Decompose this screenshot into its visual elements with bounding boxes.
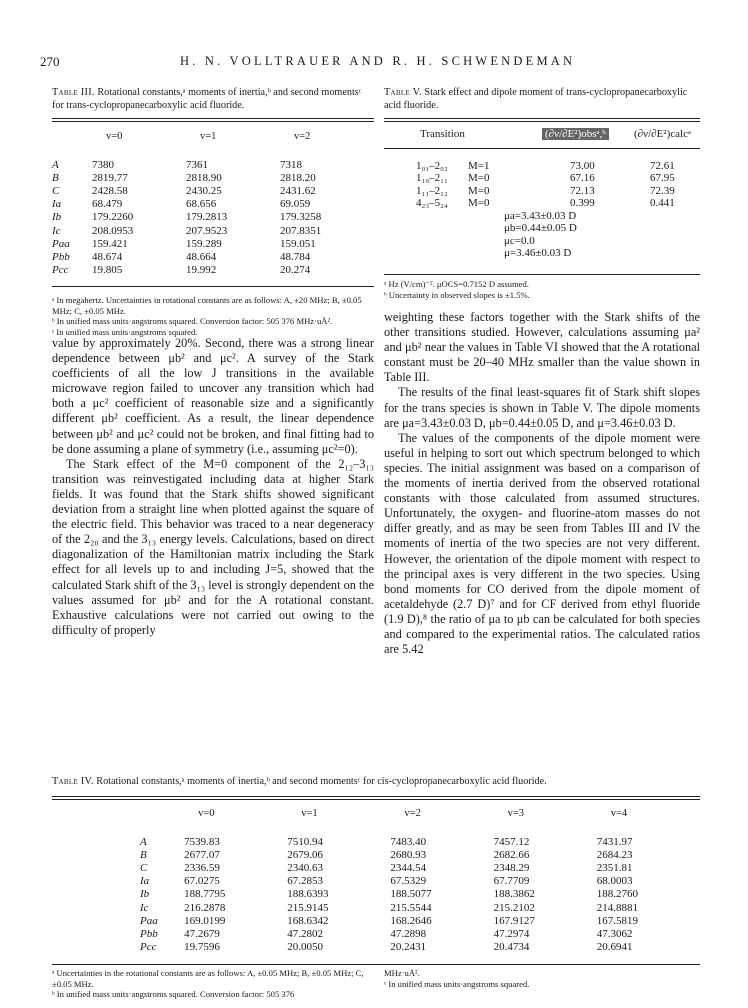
table3-header-spacer bbox=[52, 146, 374, 158]
table4-cell: 20.6941 bbox=[596, 941, 633, 954]
table4-cell: 2344.54 bbox=[390, 861, 427, 874]
table5-body bbox=[384, 160, 700, 270]
table3-spacer-cell bbox=[52, 146, 374, 158]
table3-row-label: Pcc bbox=[52, 264, 69, 277]
table4-grid bbox=[140, 803, 700, 954]
table4-cell: 167.5819 bbox=[596, 914, 639, 927]
table4-caption-text: Rotational constants,ᵃ moments of inertia,ᵇ and second momentsᶜ for cis-cyclopropanecarboxylic acid fluoride. bbox=[96, 776, 547, 787]
table4-cell: 7457.12 bbox=[493, 835, 530, 848]
table3-cell: 7361 bbox=[186, 158, 208, 171]
right-body-paragraph: The values of the components of the dipole moment were useful in helping to sort out which spectrum belonged to which species. The initial assignment was based on a comparison of the moments of inertia derived from the observed rotational constants with those calculated from assumed structures. Unfortunately, the oxygen- and fluorine-atom masses do not differ greatly, and as may be seen from Tables III and IV the moments of inertia of the two species are not very different. However, the orientation of the dipole moment with respect to the principal axes is very different in the two species. Using bond moments for CO derived from the dipole moment of acetaldehyde (2.7 D)⁷ and for CF derived from ethyl fluoride (1.9 D),⁸ the ratio of μa to μb can be calculated for both species and compared to the experimental ratios. The calculated ratios are 5.42 bbox=[384, 430, 700, 657]
table4-row bbox=[140, 941, 700, 954]
table4-cell: 67.5329 bbox=[390, 875, 427, 888]
table4-row bbox=[140, 848, 700, 861]
table4-cell: 67.2853 bbox=[287, 875, 323, 888]
table5-obs-value: 73.00 bbox=[570, 160, 595, 172]
table4-cell: 47.2802 bbox=[287, 927, 323, 940]
table3-footnote: ᶜ In unified mass units·angstroms squared. bbox=[52, 326, 198, 337]
table4-row bbox=[140, 914, 700, 927]
table4-footnote: ᵃ Uncertainties in the rotational constants are as follows: A, ±0.05 MHz; B, ±0.05 MHz; C, ±0.05 MHz. bbox=[52, 968, 364, 989]
table4-cell: 7431.97 bbox=[596, 835, 633, 848]
table5-obs-value: 67.16 bbox=[570, 172, 595, 185]
table4-cell: 47.3062 bbox=[596, 927, 633, 940]
table4-cell: 2680.93 bbox=[390, 848, 427, 861]
table4-cell: 2679.06 bbox=[287, 848, 323, 861]
table4-cell: 67.7709 bbox=[493, 875, 530, 888]
table5-top-rule bbox=[384, 118, 700, 122]
table4-cell: 188.5077 bbox=[390, 888, 432, 901]
table4-cell: 2340.63 bbox=[287, 861, 323, 874]
table4-cell: 2351.81 bbox=[596, 861, 633, 874]
table3-row-label: B bbox=[52, 171, 59, 184]
table4-cell: 215.2102 bbox=[493, 901, 535, 914]
table4-row bbox=[140, 875, 700, 888]
table4-cell: 2677.07 bbox=[184, 848, 220, 861]
table3-cell: 2431.62 bbox=[280, 184, 316, 197]
table3-cell: 179.3258 bbox=[280, 211, 322, 224]
table3-caption bbox=[52, 87, 374, 112]
table5-dipole: μb=0.44±0.05 D bbox=[504, 222, 577, 235]
table4-row-label: Ic bbox=[140, 901, 149, 914]
table4-cell: 169.0199 bbox=[184, 914, 226, 927]
table3-cell: 7380 bbox=[92, 158, 114, 171]
page-number: 270 bbox=[40, 54, 60, 69]
table4-cell: 20.4734 bbox=[493, 941, 530, 954]
table3 bbox=[52, 126, 374, 277]
table3-row bbox=[52, 211, 374, 224]
table3-top-rule bbox=[52, 118, 374, 122]
table5-col-obs: (∂ν/∂E²)obsᵃ,ᵇ bbox=[542, 128, 609, 140]
table5-m-value: M=0 bbox=[468, 172, 490, 185]
table3-row bbox=[52, 264, 374, 277]
table3-cell: 68.656 bbox=[186, 198, 217, 211]
table3-row bbox=[52, 198, 374, 211]
table4-cell: 216.2878 bbox=[184, 901, 226, 914]
table3-cell: 179.2813 bbox=[186, 211, 228, 224]
table3-grid bbox=[52, 126, 374, 277]
table4-row-label: Ib bbox=[140, 888, 150, 901]
table3-cell: 2818.90 bbox=[186, 171, 222, 184]
table5-header-rule bbox=[384, 148, 700, 149]
table4-header-row bbox=[140, 803, 700, 823]
table3-row bbox=[52, 184, 374, 197]
table3-cell: 48.784 bbox=[280, 250, 311, 263]
table3-cell: 19.992 bbox=[186, 264, 217, 277]
table5-transition: 1₁₀–2₁₁ bbox=[416, 172, 448, 185]
left-body-paragraph: value by approximately 20%. Second, there was a strong linear dependence between μb² and μc². A survey of the Stark coefficients of all the low J transitions in the available microwave region failed to uncover any transition which had both a μc² coefficient of reasonable size and a significantly different μb² coefficient. As a result, the linear dependence between μb² and μc² could not be broken, and final fitting had to be done assuming a plane of symmetry (i.e., assuming μc²=0). bbox=[52, 336, 374, 456]
table3-caption-label: Table III. bbox=[52, 87, 95, 98]
table3-row-label: Ic bbox=[52, 224, 61, 237]
table5-col-transition: Transition bbox=[420, 128, 465, 140]
page-header bbox=[40, 54, 710, 70]
table4-row-label: Pbb bbox=[140, 927, 158, 940]
table5-footnote: ᵇ Uncertainty in observed slopes is ±1.5%. bbox=[384, 289, 530, 300]
table4-bottom-rule bbox=[52, 964, 700, 965]
left-column-text bbox=[52, 336, 374, 638]
table3-col-header: v=2 bbox=[294, 130, 311, 142]
table4-col-header: v=1 bbox=[301, 807, 318, 819]
table4-col-header: v=0 bbox=[198, 807, 215, 819]
table4-spacer-cell bbox=[140, 823, 700, 835]
table4-cell: 2684.23 bbox=[596, 848, 633, 861]
table5-transition: 1₁₁–2₁₂ bbox=[416, 184, 448, 197]
table3-row bbox=[52, 171, 374, 184]
table4-cell: 2336.59 bbox=[184, 861, 220, 874]
table3-cell: 68.479 bbox=[92, 198, 123, 211]
table4-cell: 188.3862 bbox=[493, 888, 535, 901]
table3-footnotes bbox=[52, 295, 374, 337]
table4-row-label: Pcc bbox=[140, 941, 157, 954]
table4-row bbox=[140, 835, 700, 848]
table3-cell: 48.674 bbox=[92, 250, 123, 263]
table4-col-header: v=3 bbox=[507, 807, 525, 819]
table4-cell: 47.2974 bbox=[493, 927, 530, 940]
table4-corner bbox=[140, 803, 184, 823]
table3-row bbox=[52, 237, 374, 250]
table5-dipole: μa=3.43±0.03 D bbox=[504, 210, 577, 222]
table3-footnote: ᵃ In megahertz. Uncertainties in rotational constants are as follows: A, ±20 MHz; B, ±0.05 MHz; C, ±0.05 MHz. bbox=[52, 295, 362, 316]
right-body-paragraph: The results of the final least-squares fit of Stark shift slopes for the trans species is shown in Table V. The dipole moments are μa=3.43±0.03 D, μb=0.44±0.05 D, and μ=3.46±0.03 D. bbox=[384, 385, 700, 430]
table4-row-label: Ia bbox=[140, 875, 150, 888]
table4-cell: 168.6342 bbox=[287, 914, 329, 927]
table4-footnote: ᵇ In unified mass units·angstroms squared. Conversion factor: 505 376 bbox=[52, 989, 295, 999]
table5-calc-value: 72.39 bbox=[650, 184, 675, 197]
table5-obs-value: 72.13 bbox=[570, 184, 595, 197]
table4-footnotes-right bbox=[384, 968, 700, 989]
table4-top-rule bbox=[52, 796, 700, 800]
table4-col-header: v=4 bbox=[610, 807, 628, 819]
table3-cell: 208.0953 bbox=[92, 224, 134, 237]
table5-transition: 1₀₁–2₀₂ bbox=[416, 160, 448, 172]
table3-cell: 207.8351 bbox=[280, 224, 322, 237]
table4-caption bbox=[52, 776, 700, 789]
right-column-text bbox=[384, 310, 700, 657]
table4-cell: 7539.83 bbox=[184, 835, 220, 848]
table3-row bbox=[52, 158, 374, 171]
table5-transition: 4₂₃–5₂₄ bbox=[416, 197, 448, 210]
table4-cell: 215.5544 bbox=[390, 901, 432, 914]
table3-row-label: Paa bbox=[52, 237, 70, 250]
table4-footnote: MHz·uÅ². bbox=[384, 968, 420, 978]
table3-cell: 7318 bbox=[280, 158, 302, 171]
table3-cell: 159.421 bbox=[92, 237, 128, 250]
table4-cell: 19.7596 bbox=[184, 941, 220, 954]
table5-calc-value: 72.61 bbox=[650, 160, 675, 172]
table3-row-label: Ib bbox=[52, 211, 62, 224]
table5-obs-value: 0.399 bbox=[570, 197, 595, 210]
table3-cell: 159.289 bbox=[186, 237, 222, 250]
table4-row-label: A bbox=[140, 835, 147, 848]
table4-cell: 2348.29 bbox=[493, 861, 530, 874]
table3-caption-text: Rotational constants,ᵃ moments of inertia,ᵇ and second momentsᶜ for trans-cyclopropanecarboxylic acid fluoride. bbox=[52, 87, 362, 111]
table3-cell: 2428.58 bbox=[92, 184, 128, 197]
table4-cell: 2682.66 bbox=[493, 848, 530, 861]
table4 bbox=[140, 803, 700, 954]
table4-cell: 68.0003 bbox=[596, 875, 633, 888]
table4-cell: 47.2898 bbox=[390, 927, 427, 940]
table3-cell: 159.051 bbox=[280, 237, 316, 250]
table4-cell: 47.2679 bbox=[184, 927, 220, 940]
table3-footnote: ᵇ In unified mass units·angstroms squared. Conversion factor: 505 376 MHz·uÅ². bbox=[52, 316, 333, 326]
table4-row bbox=[140, 901, 700, 914]
table3-cell: 2430.25 bbox=[186, 184, 222, 197]
table3-row bbox=[52, 224, 374, 237]
table5-calc-value: 0.441 bbox=[650, 197, 675, 210]
table3-row-label: Pbb bbox=[52, 250, 70, 263]
table4-row bbox=[140, 927, 700, 940]
table4-cell: 188.7795 bbox=[184, 888, 226, 901]
table5-caption-label: Table V. bbox=[384, 87, 422, 98]
table3-cell: 48.664 bbox=[186, 250, 217, 263]
table3-row-label: Ia bbox=[52, 198, 62, 211]
table5-footnote: ᵃ Hz (V/cm)⁻². μOCS=0.7152 D assumed. bbox=[384, 279, 529, 289]
table4-cell: 7483.40 bbox=[390, 835, 427, 848]
table4-cell: 167.9127 bbox=[493, 914, 535, 927]
table3-bottom-rule bbox=[52, 286, 374, 287]
table3-header-row bbox=[52, 126, 374, 146]
table3-corner bbox=[52, 126, 92, 146]
table4-cell: 168.2646 bbox=[390, 914, 432, 927]
table3-row-label: A bbox=[52, 158, 59, 171]
table5-m-value: M=0 bbox=[468, 184, 490, 197]
table4-row-label: C bbox=[140, 861, 148, 874]
table4-cell: 214.8881 bbox=[596, 901, 639, 914]
table4-cell: 67.0275 bbox=[184, 875, 220, 888]
table4-row bbox=[140, 888, 700, 901]
table3-cell: 20.274 bbox=[280, 264, 311, 277]
table3-cell: 2819.77 bbox=[92, 171, 128, 184]
right-body-paragraph: weighting these factors together with the Stark shifts of the other transitions studied. However, calculations assuming μa² and μb² near the values in Table VI showed that the A rotational constant must be 20–40 MHz smaller than the value shown in Table III. bbox=[384, 310, 700, 385]
table3-cell: 2818.20 bbox=[280, 171, 316, 184]
table3-row-label: C bbox=[52, 184, 60, 197]
table5-m-value: M=1 bbox=[468, 160, 490, 172]
table4-cell: 7510.94 bbox=[287, 835, 323, 848]
table4-cell: 215.9145 bbox=[287, 901, 329, 914]
table5-footnotes bbox=[384, 279, 700, 300]
table5-caption bbox=[384, 87, 700, 112]
table3-row bbox=[52, 250, 374, 263]
table5-dipole: μc=0.0 bbox=[504, 234, 535, 247]
table4-col-header: v=2 bbox=[404, 807, 421, 819]
table5-m-value: M=0 bbox=[468, 197, 490, 210]
table4-footnote: ᶜ In unified mass units·angstroms squared. bbox=[384, 978, 530, 989]
table4-header-spacer bbox=[140, 823, 700, 835]
table4-row-label: Paa bbox=[140, 914, 158, 927]
table5-dipole: μ=3.46±0.03 D bbox=[504, 247, 572, 260]
table3-col-header: v=1 bbox=[200, 130, 217, 142]
table4-caption-label: Table IV. bbox=[52, 776, 94, 787]
table3-col-header: v=0 bbox=[106, 130, 123, 142]
table3-cell: 207.9523 bbox=[186, 224, 228, 237]
table4-row-label: B bbox=[140, 848, 147, 861]
table3-cell: 69.059 bbox=[280, 198, 311, 211]
table3-cell: 19.805 bbox=[92, 264, 123, 277]
table4-cell: 20.2431 bbox=[390, 941, 427, 954]
table4-cell: 188.6393 bbox=[287, 888, 329, 901]
table4-footnotes-left bbox=[52, 968, 372, 1000]
table4-row bbox=[140, 861, 700, 874]
table4-cell: 20.0050 bbox=[287, 941, 323, 954]
table5-col-calc: (∂ν/∂E²)calcᵃ bbox=[634, 128, 691, 140]
left-body-paragraph: The Stark effect of the M=0 component of the 2₁₂–3₁₃ transition was reinvestigated including data at higher Stark fields. It was found that the Stark shifts showed significant deviation from a straight line when plotted against the square of the electric field. This behavior was traced to a near degeneracy of the 2₂₀ and the 3₁₃ energy levels. Calculations, based on direct diagonalization of the Hamiltonian matrix including the Stark effect for all levels up to and including J=5, showed that the calculated Stark shift of the 3₁₃ level is strongly dependent on the values assumed for μb² and for the A rotational constant. Exhaustive calculations were not carried out owing to the difficulty of properly bbox=[52, 456, 374, 637]
table3-cell: 179.2260 bbox=[92, 211, 134, 224]
table5-calc-value: 67.95 bbox=[650, 172, 675, 185]
table4-cell: 188.2760 bbox=[596, 888, 639, 901]
table5-caption-text: Stark effect and dipole moment of trans-cyclopropanecarboxylic acid fluoride. bbox=[384, 87, 688, 111]
table5-bottom-rule bbox=[384, 274, 700, 275]
running-head: H. N. VOLLTRAUER AND R. H. SCHWENDEMAN bbox=[180, 54, 576, 68]
